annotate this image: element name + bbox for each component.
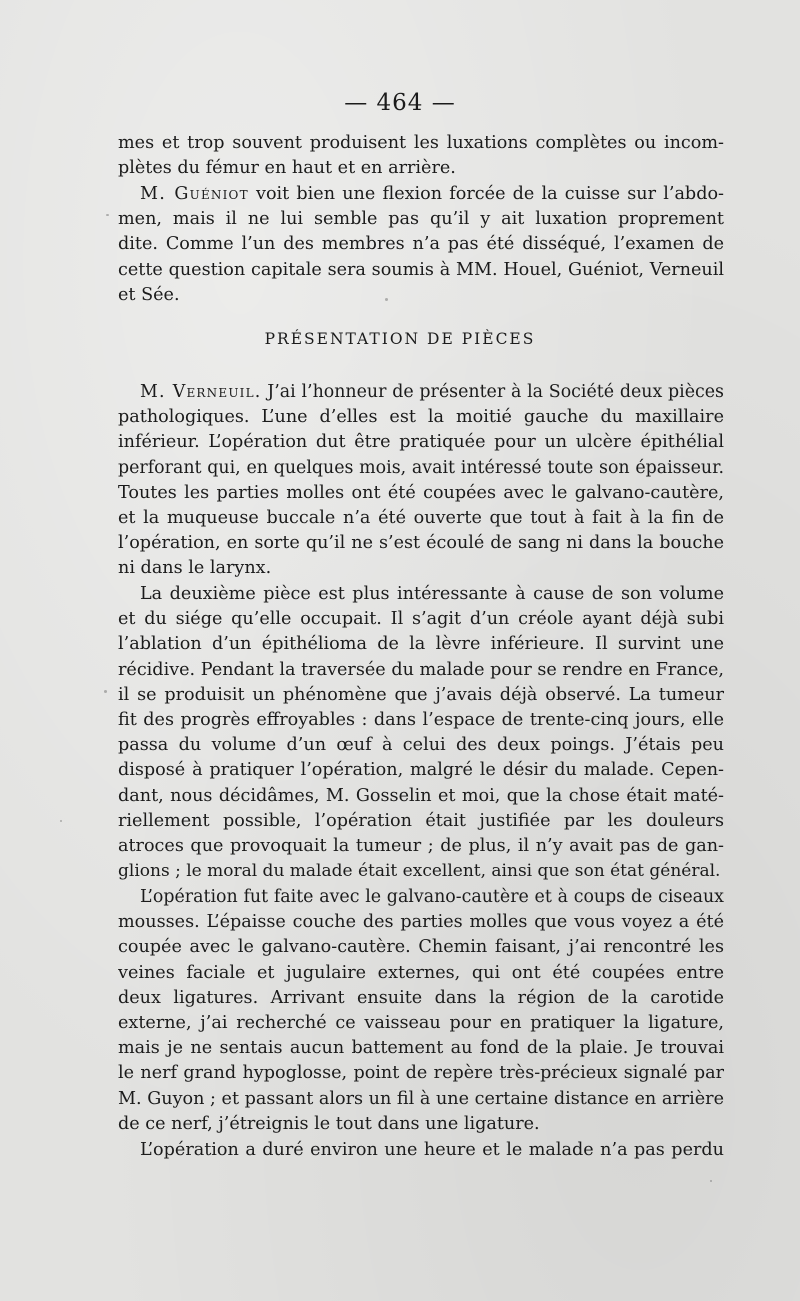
text-line: disposé à pratiquer l’opération, malgré le désir du malade. Cepen- [118, 760, 724, 781]
verneuil-paragraph [118, 380, 724, 582]
text-line: l’opération, en sorte qu’il ne s’est écoulé de sang ni dans la bouche [118, 533, 724, 554]
text-line: dant, nous décidâmes, M. Gosselin et moi, que la chose était maté- [118, 785, 724, 806]
text-line: ni dans le larynx. [118, 558, 272, 579]
text-line: men, mais il ne lui semble pas qu’il y ait luxation proprement [118, 209, 724, 230]
text-line: Toutes les parties molles ont été coupées avec le galvano-cautère, [118, 482, 724, 503]
text-line: il se produisit un phénomène que j’avais déjà observé. La tumeur [118, 684, 724, 705]
text-line: externe, j’ai recherché ce vaisseau pour en pratiquer la ligature, [118, 1012, 724, 1033]
text-line: récidive. Pendant la traversée du malade pour se rendre en France, [118, 659, 724, 680]
text-line: deux ligatures. Arrivant ensuite dans la région de la carotide [118, 987, 724, 1008]
text-line: le nerf grand hypoglosse, point de repère très-précieux signalé par [118, 1063, 724, 1084]
text-line: mais je ne sentais aucun battement au fond de la plaie. Je trouvai [118, 1038, 724, 1059]
text-line: atroces que provoquait la tumeur ; de plus, il n’y avait pas de gan- [118, 835, 724, 856]
text-line: riellement possible, l’opération était justifiée par les douleurs [118, 810, 724, 831]
text-fragment: J’ai l’honneur de présenter à la Société deux pièces [267, 382, 724, 402]
text-line: L’opération a duré environ une heure et le malade n’a pas perdu [140, 1140, 724, 1160]
paper-speck [106, 214, 109, 216]
gueniot-paragraph [118, 182, 724, 308]
final-paragraph [118, 1138, 724, 1163]
second-piece-paragraph [118, 582, 724, 884]
text-line: mes et trop souvent produisent les luxations complètes ou incom- [118, 133, 724, 153]
text-line: La deuxième pièce est plus intéressante à cause de son volume [140, 584, 724, 604]
text-line: cette question capitale sera soumis à MM. Houel, Guéniot, Verneuil [118, 259, 724, 280]
text-line: M. Guyon ; et passant alors un fil à une certaine distance en arrière [118, 1088, 724, 1109]
text-line: de ce nerf, j’étreignis le tout dans une ligature. [118, 1113, 540, 1134]
text-line: plètes du fémur en haut et en arrière. [118, 158, 456, 179]
speaker-name: M. Guéniot [140, 184, 249, 204]
paper-speck [60, 820, 62, 822]
section-heading: PRÉSENTATION DE PIÈCES [264, 330, 536, 348]
text-line: l’ablation d’un épithélioma de la lèvre inférieure. Il survint une [118, 634, 724, 655]
text-line: et la muqueuse buccale n’a été ouverte que tout à fait à la fin de [118, 507, 724, 528]
text-line: L’opération fut faite avec le galvano-cautère et à coups de ciseaux [140, 887, 724, 907]
paper-speck [710, 1180, 712, 1182]
text-line: mousses. L’épaisse couche des parties molles que vous voyez a été [118, 912, 724, 933]
text-line: inférieur. L’opération dut être pratiquée pour un ulcère épithélial [118, 432, 724, 453]
text-line: fit des progrès effroyables : dans l’espace de trente-cinq jours, elle [118, 709, 724, 730]
text-line: perforant qui, en quelques mois, avait intéressé toute son épaisseur. [118, 457, 724, 478]
text-line: veines faciale et jugulaire externes, qui ont été coupées entre [118, 962, 724, 983]
operation-paragraph [118, 885, 724, 1137]
text-line: coupée avec le galvano-cautère. Chemin faisant, j’ai rencontré les [118, 937, 724, 958]
text-line [118, 380, 724, 405]
text-line: et Sée. [118, 284, 180, 305]
speaker-name: M. Verneuil. [140, 382, 262, 402]
text-line: passa du volume d’un œuf à celui des deux poings. J’étais peu [118, 735, 724, 756]
text-line [118, 182, 724, 207]
continuation-paragraph [118, 131, 724, 181]
text-line: et du siége qu’elle occupait. Il s’agit d’un créole ayant déjà subi [118, 609, 724, 630]
text-line: pathologiques. L’une d’elles est la moitié gauche du maxillaire [118, 407, 724, 428]
text-fragment: voit bien une flexion forcée de la cuisse sur l’abdo- [256, 184, 724, 204]
paper-speck [104, 690, 107, 693]
page-number: — 464 — [344, 90, 456, 116]
text-line: dite. Comme l’un des membres n’a pas été disséqué, l’examen de [118, 234, 724, 255]
text-line: glions ; le moral du malade était excellent, ainsi que son état général. [118, 861, 721, 882]
